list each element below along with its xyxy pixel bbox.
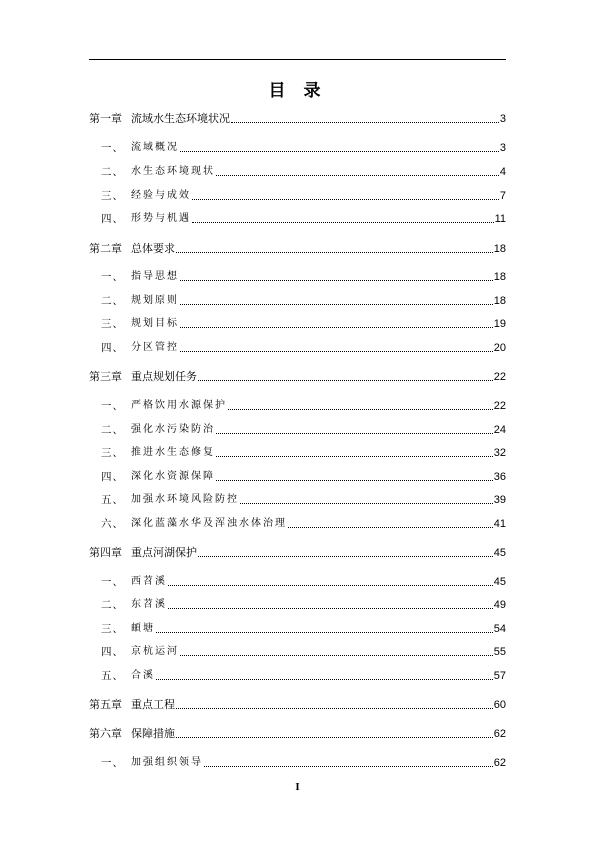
toc-entry-label: 指导思想: [131, 271, 179, 282]
toc-entry-page: 22: [493, 400, 506, 412]
toc-entry-page: 62: [493, 757, 506, 769]
toc-section-entry[interactable]: [89, 339, 506, 355]
toc-dot-leader: [216, 456, 493, 457]
toc-entry-page: 36: [493, 471, 506, 483]
toc-section-entry[interactable]: [89, 397, 506, 413]
toc-section-entry[interactable]: [89, 210, 506, 226]
toc-dot-leader: [216, 480, 493, 481]
toc-entry-number: 三、: [101, 447, 124, 459]
toc-entry-number: 一、: [101, 400, 124, 412]
toc-chapter-entry[interactable]: [89, 696, 506, 712]
toc-dot-leader: [180, 304, 493, 305]
toc-entry-label: 经验与成效: [131, 190, 191, 201]
toc-dot-leader: [228, 409, 493, 410]
toc-entry-label: 形势与机遇: [131, 213, 191, 224]
toc-dot-leader: [216, 433, 493, 434]
toc-entry-page: 3: [499, 113, 506, 125]
toc-entry-label: 保障措施: [131, 727, 175, 740]
toc-entry-label: 强化水污染防治: [131, 424, 215, 435]
toc-dot-leader: [180, 351, 493, 352]
toc-entry-number: 第四章: [89, 546, 122, 559]
toc-entry-number: 一、: [101, 271, 124, 283]
toc-dot-leader: [180, 327, 493, 328]
toc-chapter-entry[interactable]: [89, 725, 506, 741]
toc-entry-label: 严格饮用水源保护: [131, 400, 227, 411]
toc-entry-page: 49: [493, 599, 506, 611]
toc-section-entry[interactable]: [89, 468, 506, 484]
toc-entry-page: 20: [493, 342, 506, 354]
toc-entry-label: 加强组织领导: [131, 757, 203, 768]
toc-entry-page: 62: [493, 728, 506, 740]
toc-entry-label: 规划原则: [131, 295, 179, 306]
toc-entry-page: 18: [493, 295, 506, 307]
toc-dot-leader: [198, 380, 493, 381]
toc-dot-leader: [176, 708, 493, 709]
toc-section-entry[interactable]: [89, 187, 506, 203]
toc-entry-label: 合溪: [131, 670, 155, 681]
toc-dot-leader: [176, 252, 493, 253]
toc-chapter-entry[interactable]: [89, 110, 506, 126]
toc-dot-leader: [216, 175, 499, 176]
toc-section-entry[interactable]: [89, 596, 506, 612]
toc-entry-page: 39: [493, 494, 506, 506]
toc-entry-page: 11: [494, 213, 506, 225]
toc-section-entry[interactable]: [89, 667, 506, 683]
toc-entry-number: 二、: [101, 166, 124, 178]
toc-entry-label: 加强水环境风险防控: [131, 494, 239, 505]
toc-entry-label: 流域水生态环境状况: [131, 112, 230, 125]
toc-entry-page: 55: [493, 646, 506, 658]
toc-section-entry[interactable]: [89, 491, 506, 507]
toc-title: 目 录: [268, 81, 327, 101]
toc-entry-number: 二、: [101, 424, 124, 436]
page-number: I: [295, 781, 300, 793]
toc-dot-leader: [180, 280, 493, 281]
toc-entry-label: 京杭运河: [131, 646, 179, 657]
toc-dot-leader: [156, 632, 493, 633]
toc-dot-leader: [180, 151, 499, 152]
toc-dot-leader: [204, 766, 493, 767]
toc-entry-number: 三、: [101, 318, 124, 330]
toc-section-entry[interactable]: [89, 163, 506, 179]
toc-dot-leader: [180, 655, 493, 656]
toc-entry-label: 重点规划任务: [131, 370, 197, 383]
toc-dot-leader: [192, 222, 494, 223]
toc-section-entry[interactable]: [89, 573, 506, 589]
toc-dot-leader: [168, 585, 493, 586]
toc-entry-number: 四、: [101, 342, 124, 354]
toc-section-entry[interactable]: [89, 620, 506, 636]
toc-dot-leader: [192, 199, 499, 200]
toc-chapter-entry[interactable]: [89, 544, 506, 560]
toc-entry-number: 五、: [101, 670, 124, 682]
toc-entry-number: 一、: [101, 142, 124, 154]
toc-entry-number: 五、: [101, 494, 124, 506]
toc-entry-number: 第一章: [89, 112, 122, 125]
toc-entry-page: 41: [493, 518, 506, 530]
toc-entry-page: 3: [499, 142, 506, 154]
toc-dot-leader: [198, 556, 493, 557]
toc-entry-label: 深化水资源保障: [131, 471, 215, 482]
toc-entry-label: 推进水生态修复: [131, 447, 215, 458]
toc-entry-label: 规划目标: [131, 318, 179, 329]
toc-dot-leader: [231, 122, 499, 123]
toc-section-entry[interactable]: [89, 754, 506, 770]
toc-entry-label: 东苕溪: [131, 599, 167, 610]
toc-section-entry[interactable]: [89, 444, 506, 460]
toc-entry-label: 西苕溪: [131, 576, 167, 587]
toc-section-entry[interactable]: [89, 315, 506, 331]
toc-entry-number: 三、: [101, 190, 124, 202]
toc-entry-number: 四、: [101, 471, 124, 483]
toc-dot-leader: [288, 527, 493, 528]
toc-entry-label: 重点河湖保护: [131, 546, 197, 559]
toc-entry-number: 第三章: [89, 370, 122, 383]
toc-entry-page: 24: [493, 424, 506, 436]
header-rule: [89, 59, 506, 60]
toc-entry-label: 重点工程: [131, 698, 175, 711]
toc-entry-number: 一、: [101, 576, 124, 588]
toc-dot-leader: [168, 608, 493, 609]
toc-entry-page: 18: [493, 271, 506, 283]
toc-entry-page: 22: [493, 371, 506, 383]
toc-entry-label: 水生态环境现状: [131, 166, 215, 177]
toc-entry-number: 四、: [101, 646, 124, 658]
toc-entry-label: 流域概况: [131, 142, 179, 153]
toc-entry-page: 54: [493, 623, 506, 635]
toc-section-entry[interactable]: [89, 139, 506, 155]
toc-chapter-entry[interactable]: [89, 368, 506, 384]
toc-entry-page: 19: [493, 318, 506, 330]
toc-entry-page: 4: [499, 166, 506, 178]
toc-entry-number: 第二章: [89, 242, 122, 255]
toc-entry-number: 二、: [101, 599, 124, 611]
toc-entry-number: 四、: [101, 213, 124, 225]
toc-dot-leader: [156, 679, 493, 680]
toc-section-entry[interactable]: [89, 515, 506, 531]
toc-entry-page: 45: [493, 547, 506, 559]
toc-dot-leader: [176, 737, 493, 738]
toc-entry-page: 7: [499, 190, 506, 202]
toc-dot-leader: [240, 503, 493, 504]
toc-entry-number: 第六章: [89, 727, 122, 740]
toc-section-entry[interactable]: [89, 292, 506, 308]
toc-entry-number: 第五章: [89, 698, 122, 711]
toc-entry-number: 一、: [101, 757, 124, 769]
toc-entry-label: 总体要求: [131, 242, 175, 255]
toc-entry-number: 三、: [101, 623, 124, 635]
toc-section-entry[interactable]: [89, 421, 506, 437]
toc-entry-number: 二、: [101, 295, 124, 307]
toc-entry-page: 32: [493, 447, 506, 459]
toc-entry-number: 六、: [101, 518, 124, 530]
toc-section-entry[interactable]: [89, 268, 506, 284]
toc-entry-page: 60: [493, 699, 506, 711]
toc-entry-label: 分区管控: [131, 342, 179, 353]
toc-chapter-entry[interactable]: [89, 240, 506, 256]
toc-entry-page: 57: [493, 670, 506, 682]
toc-entry-page: 45: [493, 576, 506, 588]
toc-entry-label: 頔塘: [131, 623, 155, 634]
toc-entry-label: 深化蓝藻水华及浑浊水体治理: [131, 518, 287, 529]
toc-section-entry[interactable]: [89, 643, 506, 659]
toc-entry-page: 18: [493, 243, 506, 255]
